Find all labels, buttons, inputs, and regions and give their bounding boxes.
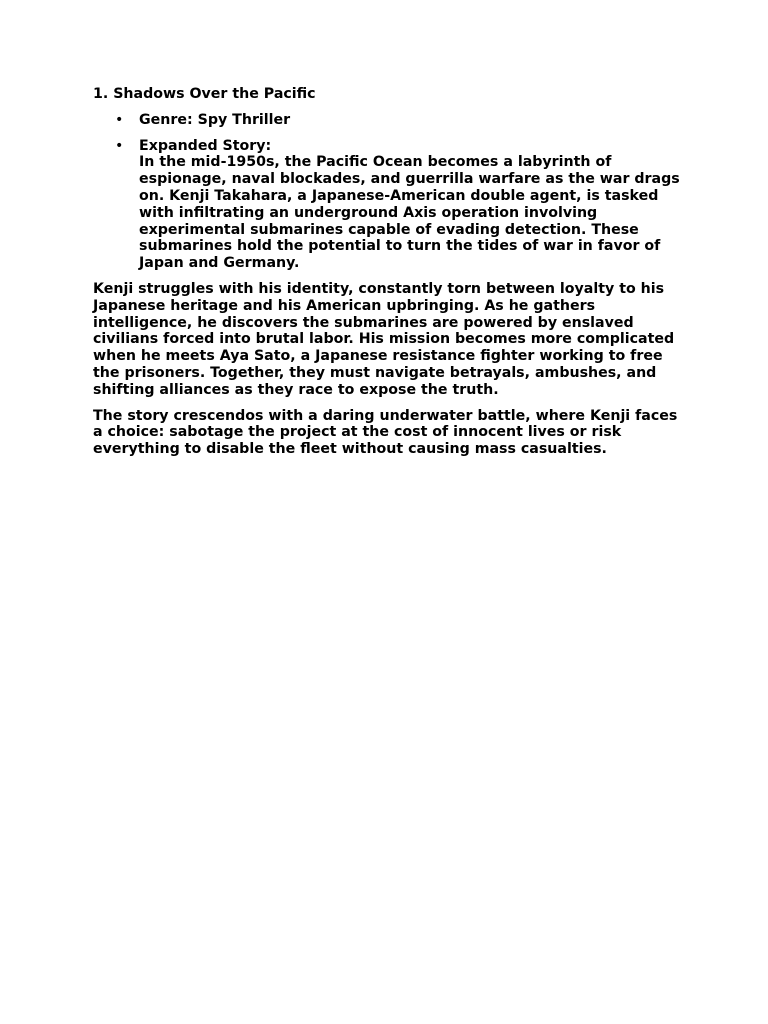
bullet-marker-icon: • [115, 137, 124, 154]
bullet-marker-icon: • [115, 111, 124, 128]
document-heading: 1. Shadows Over the Pacific [93, 86, 316, 102]
bullet-body-text: In the mid-1950s, the Pacific Ocean becomes a labyrinth of espionage, naval blockades, and guerrilla warfare as the war drags on. Kenji Takahara, a Japanese-American double agent, is tasked with infiltrating an underground Axis operation involving experimental submarines capable of evading detection. These submarines hold the potential to turn the tides of war in favor of Japan and Germany. [139, 154, 680, 272]
body-paragraph: The story crescendos with a daring underwater battle, where Kenji faces a choice: sabotage the project at the cost of innocent lives or risk everything to disable the fleet without causing mass casualties. [93, 407, 678, 458]
bullet-label: Genre: Spy Thriller [139, 111, 291, 128]
bullet-label: Expanded Story: [139, 137, 272, 154]
bullet-item-genre [93, 112, 683, 129]
bullet-item-expanded-story [93, 138, 683, 272]
bullet-list [93, 112, 683, 272]
body-paragraph: Kenji struggles with his identity, constantly torn between loyalty to his Japanese heritage and his American upbringing. As he gathers intelligence, he discovers the submarines are powered by enslaved civilians forced into brutal labor. His mission becomes more complicated when he meets Aya Sato, a Japanese resistance fighter working to free the prisoners. Together, they must navigate betrayals, ambushes, and shifting alliances as they race to expose the truth. [93, 280, 675, 398]
document-page [93, 86, 683, 467]
